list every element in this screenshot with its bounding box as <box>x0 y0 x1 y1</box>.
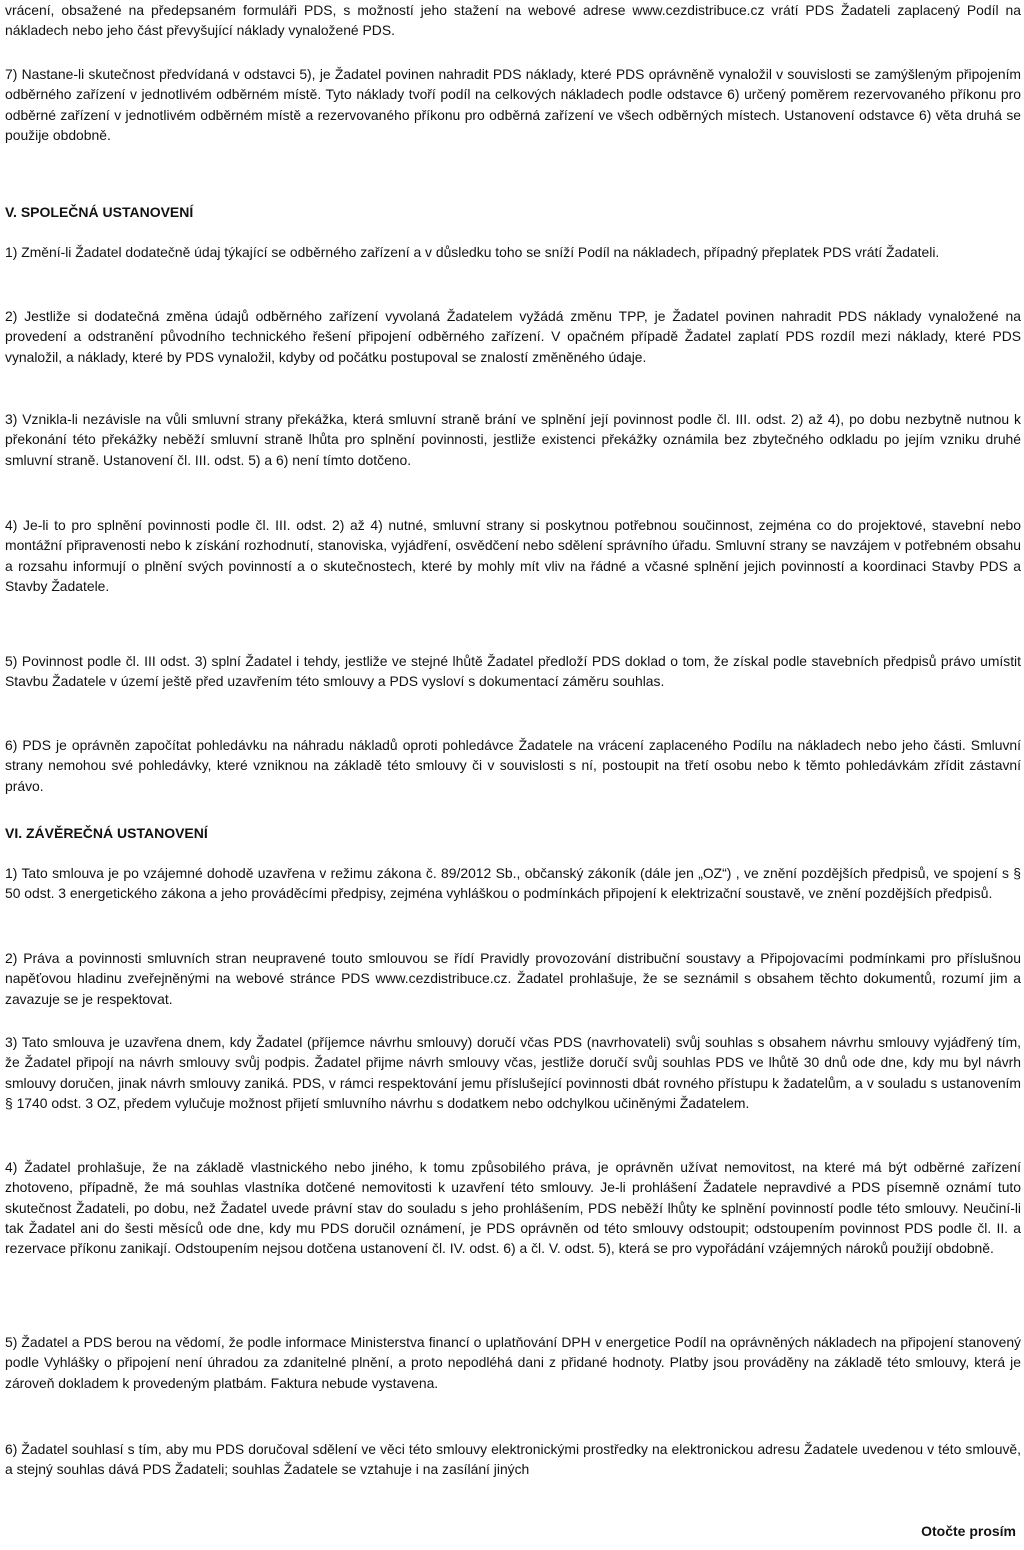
page-turn-note: Otočte prosím <box>921 1523 1016 1539</box>
section-heading-vi: VI. ZÁVĚREČNÁ USTANOVENÍ <box>5 825 208 841</box>
paragraph-vi-1: 1) Tato smlouva je po vzájemné dohodě uzavřena v režimu zákona č. 89/2012 Sb., občanský zákoník (dále jen „OZ“) , ve znění pozdějších předpisů, ve spojení s § 50 odst. 3 energetického zákona a jeho prováděcími předpisy, zejména vyhláškou o podmínkách připojení k elektrizační soustavě, ve znění pozdějších předpisů. <box>5 865 1021 902</box>
paragraph-7-costs: 7) Nastane-li skutečnost předvídaná v odstavci 5), je Žadatel povinen nahradit PDS náklady, které PDS oprávněně vynaložil v souvislosti se zamýšleným připojením odběrného zařízení v jednotlivém odběrném místě. Tyto náklady tvoří podíl na celkových nákladech podle odstavce 6) určený poměrem rezervovaného příkonu pro odběrné zařízení v jednotlivém odběrném místě a rezervovaného příkonu pro odběrná zařízení ve všech odběrných místech. Ustanovení odstavce 6) věta druhá se použije obdobně. <box>5 66 1021 143</box>
paragraph-v-3: 3) Vznikla-li nezávisle na vůli smluvní strany překážka, která smluvní straně brání ve splnění její povinnost podle čl. III. odst. 2) až 4), po dobu nezbytně nutnou k překonání této překážky neběží smluvní straně lhůta pro splnění povinnosti, jestliže existenci překážky oznámila bez zbytečného odkladu po jejím vzniku druhé smluvní straně. Ustanovení čl. III. odst. 5) a 6) není tímto dotčeno. <box>5 411 1021 468</box>
paragraph-vi-5: 5) Žadatel a PDS berou na vědomí, že podle informace Ministerstva financí o uplatňování DPH v energetice Podíl na oprávněných nákladech na připojení stanovený podle Vyhlášky o připojení není úhradou za zdanitelné plnění, a proto nepodléhá dani z přidané hodnoty. Platby jsou prováděny na základě této smlouvy, která je zároveň dokladem k provedeným platbám. Faktura nebude vystavena. <box>5 1334 1021 1391</box>
paragraph-v-5: 5) Povinnost podle čl. III odst. 3) splní Žadatel i tehdy, jestliže ve stejné lhůtě Žadatel předloží PDS doklad o tom, že získal podle stavebních předpisů právo umístit Stavbu Žadatele v území ještě před uzavřením této smlouvy a PDS vysloví s dokumentací záměru souhlas. <box>5 653 1021 690</box>
paragraph-vi-6: 6) Žadatel souhlasí s tím, aby mu PDS doručoval sdělení ve věci této smlouvy elektronickými prostředky na elektronickou adresu Žadatele uvedenou v této smlouvě, a stejný souhlas dává PDS Žadateli; souhlas Žadatele se vztahuje i na zasílání jiných <box>5 1441 1021 1478</box>
paragraph-vi-2: 2) Práva a povinnosti smluvních stran neupravené touto smlouvou se řídí Pravidly provozování distribuční soustavy a Připojovacími podmínkami pro příslušnou napěťovou hladinu zveřejněnými na webové stránce PDS www.cezdistribuce.cz. Žadatel prohlašuje, že se seznámil s obsahem těchto dokumentů, rozumí jim a zavazuje se je respektovat. <box>5 950 1021 1007</box>
section-heading-v: V. SPOLEČNÁ USTANOVENÍ <box>5 204 194 220</box>
paragraph-return-form: vrácení, obsažené na předepsaném formuláři PDS, s možností jeho stažení na webové adrese www.cezdistribuce.cz vrátí PDS Žadateli zaplacený Podíl na nákladech nebo jeho část převyšující náklady vynaložené PDS. <box>5 2 1021 39</box>
paragraph-v-1: 1) Změní-li Žadatel dodatečně údaj týkající se odběrného zařízení a v důsledku toho se sníží Podíl na nákladech, případný přeplatek PDS vrátí Žadateli. <box>5 244 940 260</box>
paragraph-vi-4: 4) Žadatel prohlašuje, že na základě vlastnického nebo jiného, k tomu způsobilého práva, je oprávněn užívat nemovitost, na které má být odběrné zařízení zhotoveno, případně, že má souhlas vlastníka dotčené nemovitosti k uzavření této smlouvy. Je-li prohlášení Žadatele nepravdivé a PDS písemně oznámí tuto skutečnost Žadateli, po dobu, než Žadatel uvede právní stav do souladu s jeho prohlášením, PDS neběží lhůty ke splnění povinností podle této smlouvy. Neučiní-li tak Žadatel ani do šesti měsíců ode dne, kdy mu PDS doručil oznámení, je PDS oprávněn od této smlouvy odstoupit; odstoupením povinnost PDS podle čl. II. a rezervace příkonu zanikají. Odstoupením nejsou dotčena ustanovení čl. IV. odst. 6) a čl. V. odst. 5), která se pro vypořádání vzájemných nároků použijí obdobně. <box>5 1159 1021 1257</box>
paragraph-v-6: 6) PDS je oprávněn započítat pohledávku na náhradu nákladů oproti pohledávce Žadatele na vrácení zaplaceného Podílu na nákladech nebo jeho části. Smluvní strany nemohou své pohledávky, které vzniknou na základě této smlouvy či v souvislosti s ní, postoupit na třetí osobu nebo k těmto pohledávkám zřídit zástavní právo. <box>5 737 1021 794</box>
paragraph-v-2: 2) Jestliže si dodatečná změna údajů odběrného zařízení vyvolaná Žadatelem vyžádá změnu TPP, je Žadatel povinen nahradit PDS náklady vynaložené na provedení a odstranění původního technického řešení připojení odběrného zařízení. V opačném případě Žadatel zaplatí PDS rozdíl mezi náklady, které PDS vynaložil, a náklady, které by PDS vynaložil, kdyby od počátku postupoval se znalostí změněného údaje. <box>5 308 1021 365</box>
paragraph-vi-3: 3) Tato smlouva je uzavřena dnem, kdy Žadatel (příjemce návrhu smlouvy) doručí včas PDS (navrhovateli) svůj souhlas s obsahem návrhu smlouvy vyjádřený tím, že Žadatel připojí na návrh smlouvy svůj podpis. Žadatel přijme návrh smlouvy včas, jestliže doručí svůj souhlas PDS ve lhůtě 30 dnů ode dne, kdy mu byl návrh smlouvy doručen, jinak návrh smlouvy zaniká. PDS, v rámci respektování jemu příslušející povinnosti dbát rovného přístupu k žadatelům, a v souladu s ustanovením § 1740 odst. 3 OZ, předem vylučuje možnost přijetí smluvního návrhu s dodatkem nebo odchylkou učiněnými Žadatelem. <box>5 1034 1021 1111</box>
paragraph-v-4: 4) Je-li to pro splnění povinnosti podle čl. III. odst. 2) až 4) nutné, smluvní strany si poskytnou potřebnou součinnost, zejména co do projektové, stavební nebo montážní připravenosti nebo k získání rozhodnutí, stanoviska, vyjádření, osvědčení nebo sdělení správního úřadu. Smluvní strany se navzájem v potřebném obsahu a rozsahu informují o plnění svých povinností a o skutečnostech, které by mohly mít vliv na řádné a včasné splnění jejich povinností a koordinaci Stavby PDS a Stavby Žadatele. <box>5 517 1021 594</box>
